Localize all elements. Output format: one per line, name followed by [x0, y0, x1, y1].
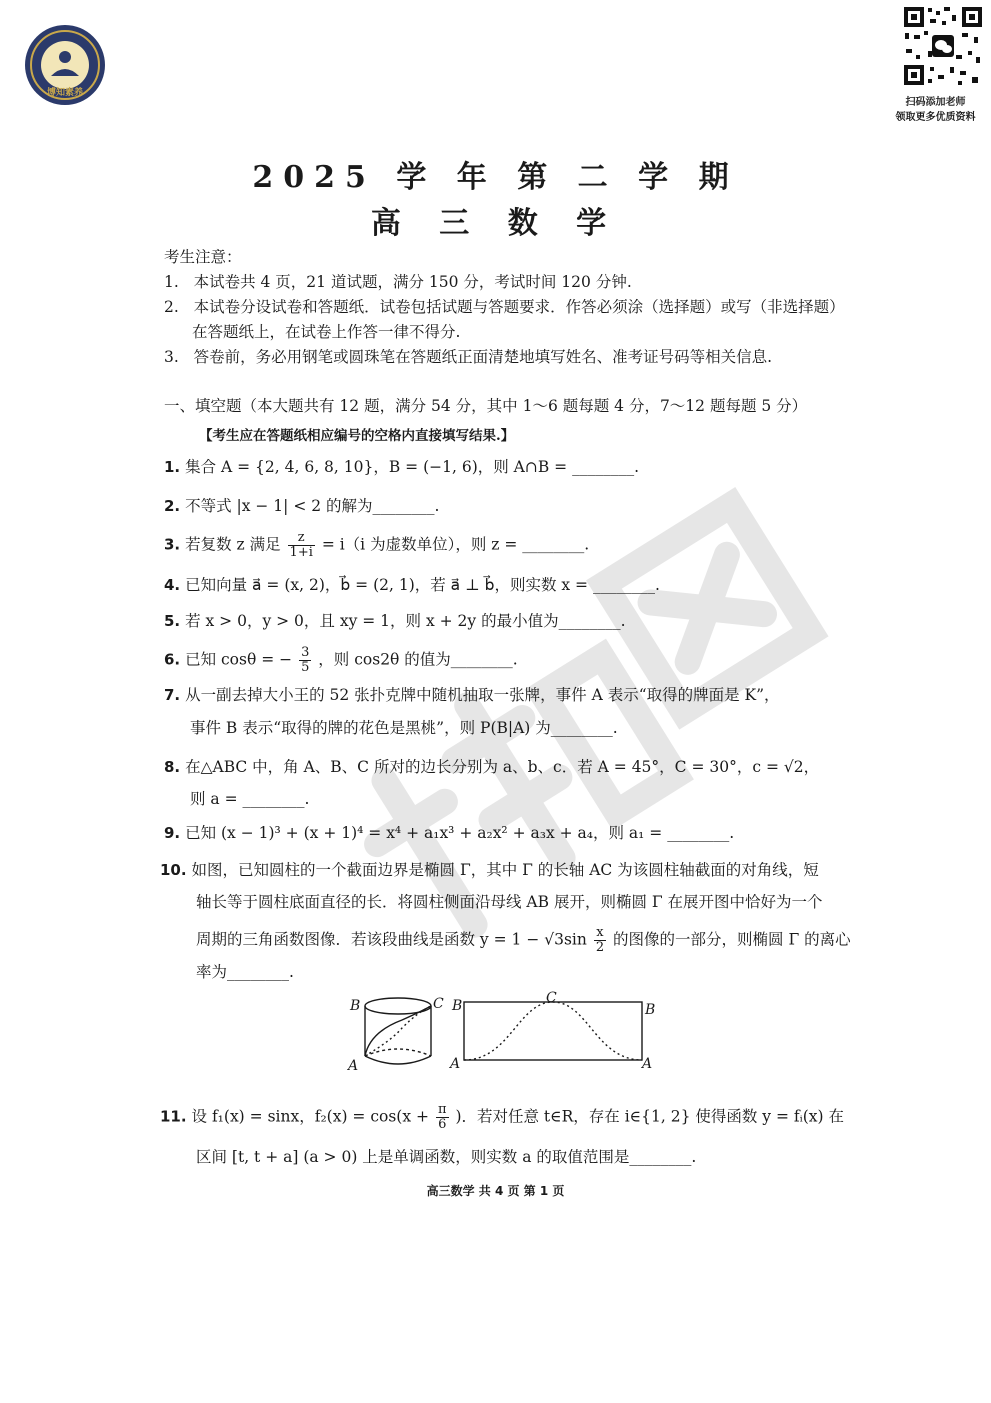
figure-label-b: B [452, 998, 463, 1014]
notice-item [164, 270, 632, 294]
notice-item [164, 295, 845, 319]
fraction-numerator: π [437, 1102, 447, 1117]
notice-item-number: 3. [164, 348, 179, 366]
section-note: 【考生应在答题纸相应编号的空格内直接填写结果.】 [199, 428, 515, 444]
question-text: 不等式 |x − 1| < 2 的解为________. [185, 497, 440, 515]
question-7-continued: 事件 B 表示“取得的牌的花色是黑桃”，则 P(B|A) 为________. [190, 719, 618, 737]
notice-heading: 考生注意： [164, 248, 242, 266]
figure-label-c: C [546, 990, 557, 1006]
section-heading: 一、填空题（本大题共有 12 题，满分 54 分，其中 1～6 题每题 4 分，7～12 题每题 5 分） [164, 397, 808, 415]
question-number: 1. [164, 458, 181, 476]
question-number: 6. [164, 650, 181, 669]
notice-item-number: 1. [164, 273, 179, 291]
fraction-numerator: x [594, 926, 606, 941]
fraction [299, 646, 311, 675]
question-text-pre: 已知 cosθ = − [185, 650, 293, 669]
qr-code[interactable] [902, 5, 984, 87]
question-10-continued: 轴长等于圆柱底面直径的长．将圆柱侧面沿母线 AB 展开，则椭圆 Γ 在展开图中恰好为一个 [196, 893, 823, 911]
page-footer: 高三数学 共 4 页 第 1 页 [426, 1184, 565, 1198]
exam-subject-title: 高 三 数 学 [370, 206, 621, 241]
question-5 [164, 609, 626, 633]
qr-caption-line1: 扫码添加老师 [905, 97, 966, 108]
question-text: 已知向量 a⃗ = (x, 2)，b⃗ = (2, 1)，若 a⃗ ⊥ b⃗，则实数 x = ________. [185, 576, 660, 594]
question-4 [164, 573, 660, 597]
question-text-post: = i（i 为虚数单位），则 z = ________. [321, 535, 590, 554]
question-text: 若 x > 0，y > 0，且 xy = 1，则 x + 2y 的最小值为________. [185, 612, 626, 630]
question-text-post: ，则 cos2θ 的值为________. [318, 650, 518, 669]
fraction-numerator: z [288, 531, 315, 546]
question-number: 11. [160, 1107, 187, 1126]
question-text-pre: 周期的三角函数图像．若该段曲线是函数 y = 1 − √3sin [196, 930, 587, 949]
notice-item-text: 答卷前，务必用钢笔或圆珠笔在答题纸正面清楚地填写姓名、准考证号码等相关信息. [193, 348, 773, 366]
svg-text:博知素养: 博知素养 [46, 88, 84, 98]
notice-item-text: 本试卷共 4 页，21 道试题，满分 150 分，考试时间 120 分钟. [193, 273, 632, 291]
notice-item [164, 345, 772, 369]
fraction-denominator: 6 [438, 1117, 447, 1132]
figure-label-c: C [433, 996, 444, 1012]
question-number: 9. [164, 824, 181, 842]
notice-item-text: 本试卷分设试卷和答题纸．试卷包括试题与答题要求．作答必须涂（选择题）或写（非选择题） [193, 298, 845, 316]
figure-label-a: A [348, 1058, 359, 1074]
qr-caption [880, 95, 991, 125]
fraction [436, 1103, 449, 1132]
fraction-denominator: 5 [301, 660, 310, 675]
question-text-pre: 若复数 z 满足 [185, 535, 281, 554]
question-number: 4. [164, 576, 181, 594]
question-1 [164, 455, 639, 479]
fraction-denominator: 2 [595, 940, 605, 955]
question-10-continued [196, 926, 851, 955]
question-number: 2. [164, 497, 181, 515]
question-text-post: 的图像的一部分，则椭圆 Γ 的离心 [613, 930, 851, 949]
fraction-numerator: 3 [301, 645, 310, 660]
qr-caption-line2: 领取更多优质资料 [895, 112, 976, 123]
notice-item-text: 在答题纸上，在试卷上作答一律不得分. [192, 323, 461, 341]
school-logo [24, 24, 106, 106]
question-text: 已知 (x − 1)³ + (x + 1)⁴ = x⁴ + a₁x³ + a₂x² + a₃x + a₄，则 a₁ = ________. [185, 824, 735, 842]
question-9 [164, 821, 734, 845]
question-number: 8. [164, 758, 181, 776]
fraction [288, 531, 315, 560]
exam-term-title: 2025 学 年 第 二 学 期 [252, 160, 739, 195]
question-text: 从一副去掉大小王的 52 张扑克牌中随机抽取一张牌，事件 A 表示“取得的牌面是 K”， [185, 686, 780, 704]
question-11 [160, 1103, 844, 1132]
cylinder-figure [340, 990, 670, 1080]
figure-label-b: B [350, 998, 361, 1014]
question-text: 集合 A = {2, 4, 6, 8, 10}，B = (−1, 6)，则 A∩B = ________. [185, 458, 640, 476]
question-number: 10. [160, 861, 187, 879]
figure-label-b: B [645, 1002, 656, 1018]
question-text-pre: 设 f₁(x) = sinx，f₂(x) = cos(x + [191, 1107, 430, 1126]
question-number: 3. [164, 535, 181, 554]
figure-label-a: A [450, 1056, 461, 1072]
question-10 [160, 858, 819, 882]
question-number: 5. [164, 612, 181, 630]
question-text: 在△ABC 中，角 A、B、C 所对的边长分别为 a、b、c．若 A = 45°，C = 30°，c = √2， [185, 758, 820, 776]
question-number: 7. [164, 686, 181, 704]
question-text-post: )．若对任意 t∈R，存在 i∈{1, 2} 使得函数 y = fᵢ(x) 在 [455, 1107, 845, 1126]
question-8-continued: 则 a = ________. [190, 790, 310, 808]
question-2 [164, 494, 439, 518]
fraction [594, 926, 606, 955]
notice-item-number: 2. [164, 298, 179, 316]
question-6 [164, 646, 518, 675]
question-8 [164, 755, 819, 779]
question-11-continued: 区间 [t, t + a] (a > 0) 上是单调函数，则实数 a 的取值范围是________. [196, 1148, 697, 1166]
figure-label-a: A [642, 1056, 653, 1072]
question-7 [164, 683, 780, 707]
question-text: 如图，已知圆柱的一个截面边界是椭圆 Γ，其中 Γ 的长轴 AC 为该圆柱轴截面的对角线，短 [191, 861, 819, 879]
notice-item-continued [192, 320, 460, 344]
question-3 [164, 531, 589, 560]
question-10-continued: 率为________. [196, 963, 294, 981]
fraction-denominator: 1+i [289, 545, 313, 560]
